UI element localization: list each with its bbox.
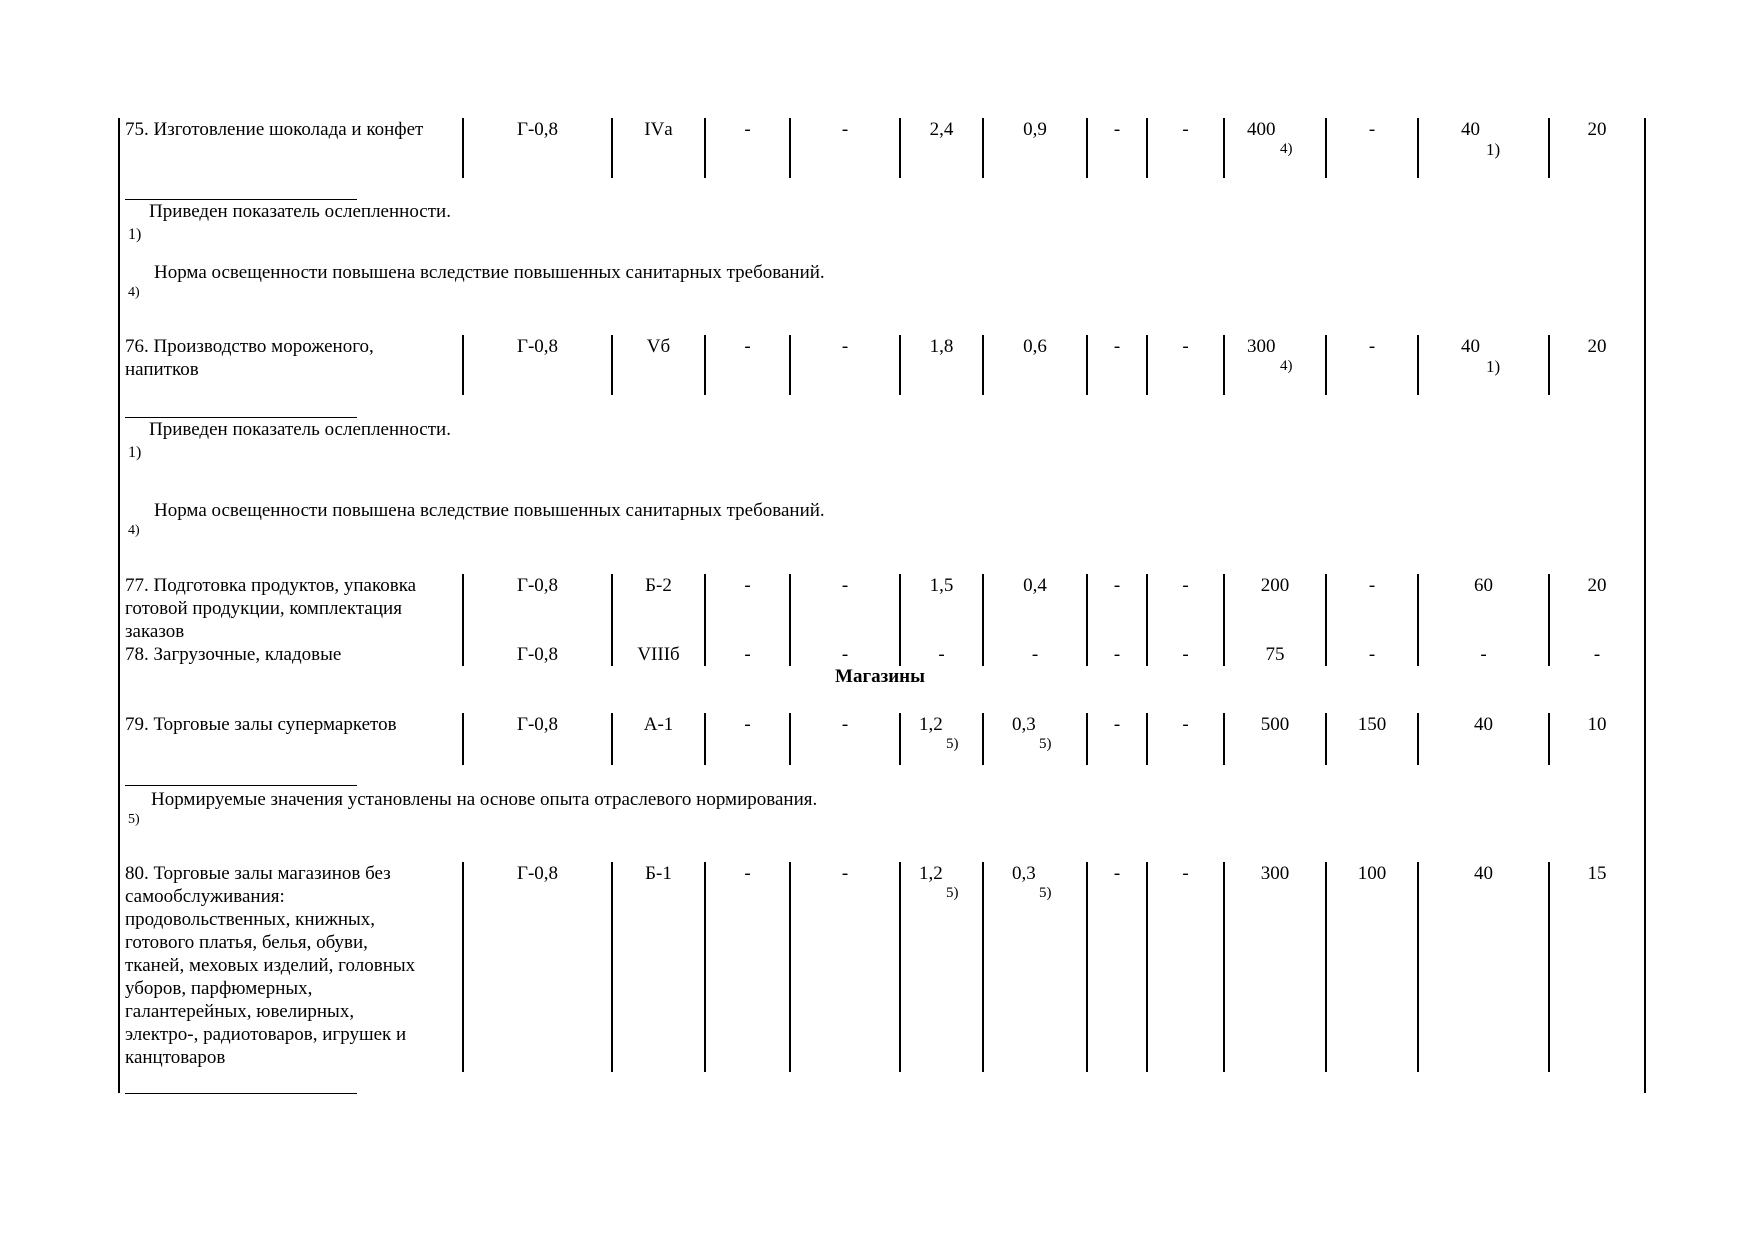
table-row-78: [120, 643, 1644, 666]
cell-c11: [1417, 118, 1548, 178]
cell-c1: Г-0,8: [462, 643, 611, 666]
cell-c11: 40: [1417, 713, 1548, 765]
cell-c4: -: [789, 643, 899, 666]
footnote-separator: [125, 199, 357, 200]
cell-c8: -: [1146, 862, 1223, 1072]
cell-c5: 2,4: [899, 118, 982, 178]
cell-c7: -: [1086, 713, 1146, 765]
cell-c3: -: [704, 335, 789, 395]
cell-c4: -: [789, 335, 899, 395]
footnote-ref: 4): [1280, 358, 1293, 374]
cell-c5: [899, 713, 982, 765]
cell-c9: [1223, 118, 1325, 178]
cell-c8: -: [1146, 713, 1223, 765]
cell-value: 0,3: [1012, 863, 1036, 884]
footnote-mark-1: 1): [128, 444, 142, 461]
room-name: 75. Изготовление шоколада и конфет: [125, 119, 424, 140]
cell-value: 400: [1247, 119, 1276, 140]
cell-c8: -: [1146, 643, 1223, 666]
cell-c10: -: [1325, 574, 1417, 643]
cell-value: 0,3: [1012, 714, 1036, 735]
cell-c2: А-1: [611, 713, 704, 765]
footnote-ref: 5): [1039, 736, 1052, 752]
cell-c12: 20: [1548, 335, 1644, 395]
cell-value: 1,2: [919, 714, 943, 735]
table-row-80: [120, 862, 1644, 1072]
cell-c3: -: [704, 643, 789, 666]
footnote-ref: 1): [1486, 357, 1501, 376]
cell-c1: Г-0,8: [462, 713, 611, 765]
room-name: 78. Загрузочные, кладовые: [125, 644, 342, 665]
cell-c4: -: [789, 713, 899, 765]
cell-c5: -: [899, 643, 982, 666]
footnote-text-1: Приведен показатель ослепленности.: [149, 201, 451, 222]
cell-c3: -: [704, 862, 789, 1072]
room-name: 76. Производство мороженого, напитков: [125, 336, 374, 380]
cell-value: 40: [1461, 336, 1480, 357]
cell-c1: Г-0,8: [462, 118, 611, 178]
cell-c5: 1,8: [899, 335, 982, 395]
cell-c4: -: [789, 118, 899, 178]
cell-c12: 10: [1548, 713, 1644, 765]
cell-c12: 15: [1548, 862, 1644, 1072]
cell-value: 40: [1461, 119, 1480, 140]
cell-c9: 500: [1223, 713, 1325, 765]
cell-c7: -: [1086, 574, 1146, 643]
cell-c2: IVа: [611, 118, 704, 178]
cell-c11: 60: [1417, 574, 1548, 643]
cell-c2: Б-2: [611, 574, 704, 643]
footnote-ref: 5): [946, 885, 959, 901]
cell-c10: 100: [1325, 862, 1417, 1072]
cell-c6: 0,4: [982, 574, 1086, 643]
cell-c6: 0,9: [982, 118, 1086, 178]
room-name: 77. Подготовка продуктов, упаковка готовой продукции, комплектация заказов: [125, 575, 417, 642]
table-right-border: [1644, 118, 1646, 1093]
cell-c2: Vб: [611, 335, 704, 395]
cell-c9: 75: [1223, 643, 1325, 666]
cell-c12: -: [1548, 643, 1644, 666]
footnote-separator: [125, 1093, 357, 1094]
footnote-separator: [125, 785, 357, 786]
cell-c10: -: [1325, 643, 1417, 666]
footnote-mark-4: 4): [128, 523, 140, 538]
cell-c6: -: [982, 643, 1086, 666]
cell-c7: -: [1086, 335, 1146, 395]
cell-c10: -: [1325, 118, 1417, 178]
cell-c5: 1,5: [899, 574, 982, 643]
footnote-ref: 1): [1486, 140, 1501, 159]
cell-c6: 0,6: [982, 335, 1086, 395]
footnote-ref: 5): [1039, 885, 1052, 901]
cell-c9: [1223, 335, 1325, 395]
cell-c4: -: [789, 574, 899, 643]
footnote-mark-4: 4): [128, 285, 140, 300]
footnote-text-4: Норма освещенности повышена вследствие повышенных санитарных требований.: [154, 262, 825, 283]
room-name: 80. Торговые залы магазинов без самообслуживания: продовольственных, книжных, готового платья, белья, обуви, тканей, меховых изделий, головных уборов, парфюмерных, галантерейных, ювелирных, электро-, радиотоваров, игрушек и канцтоваров: [125, 863, 416, 1068]
cell-c8: -: [1146, 335, 1223, 395]
cell-c3: -: [704, 713, 789, 765]
cell-c8: -: [1146, 118, 1223, 178]
cell-c1: Г-0,8: [462, 862, 611, 1072]
cell-c7: -: [1086, 862, 1146, 1072]
table-row-75: [120, 118, 1644, 178]
table-row-77: [120, 574, 1644, 643]
cell-c12: 20: [1548, 574, 1644, 643]
cell-c1: Г-0,8: [462, 335, 611, 395]
cell-value: 1,2: [919, 863, 943, 884]
footnote-mark-5: 5): [128, 812, 140, 827]
cell-c6: [982, 713, 1086, 765]
cell-c7: -: [1086, 643, 1146, 666]
table-row-76: [120, 335, 1644, 395]
footnote-ref: 5): [946, 736, 959, 752]
cell-c3: -: [704, 574, 789, 643]
cell-c9: 200: [1223, 574, 1325, 643]
cell-c2: VIIIб: [611, 643, 704, 666]
footnote-ref: 4): [1280, 141, 1293, 157]
cell-c6: [982, 862, 1086, 1072]
table-row-79: [120, 713, 1644, 765]
cell-c11: [1417, 335, 1548, 395]
cell-value: 300: [1247, 336, 1276, 357]
cell-c10: 150: [1325, 713, 1417, 765]
footnote-text-1: Приведен показатель ослепленности.: [149, 419, 451, 440]
footnote-separator: [125, 417, 357, 418]
footnote-mark-1: 1): [128, 226, 142, 243]
room-name: 79. Торговые залы супермаркетов: [125, 714, 397, 735]
cell-c7: -: [1086, 118, 1146, 178]
cell-c8: -: [1146, 574, 1223, 643]
cell-c2: Б-1: [611, 862, 704, 1072]
footnote-text-5: Нормируемые значения установлены на основе опыта отраслевого нормирования.: [151, 789, 818, 810]
cell-c1: Г-0,8: [462, 574, 611, 643]
cell-c11: -: [1417, 643, 1548, 666]
cell-c10: -: [1325, 335, 1417, 395]
cell-c11: 40: [1417, 862, 1548, 1072]
cell-c5: [899, 862, 982, 1072]
cell-c3: -: [704, 118, 789, 178]
cell-c4: -: [789, 862, 899, 1072]
cell-c9: 300: [1223, 862, 1325, 1072]
footnote-text-4: Норма освещенности повышена вследствие повышенных санитарных требований.: [154, 500, 825, 521]
cell-c12: 20: [1548, 118, 1644, 178]
section-heading: Магазины: [835, 666, 925, 687]
